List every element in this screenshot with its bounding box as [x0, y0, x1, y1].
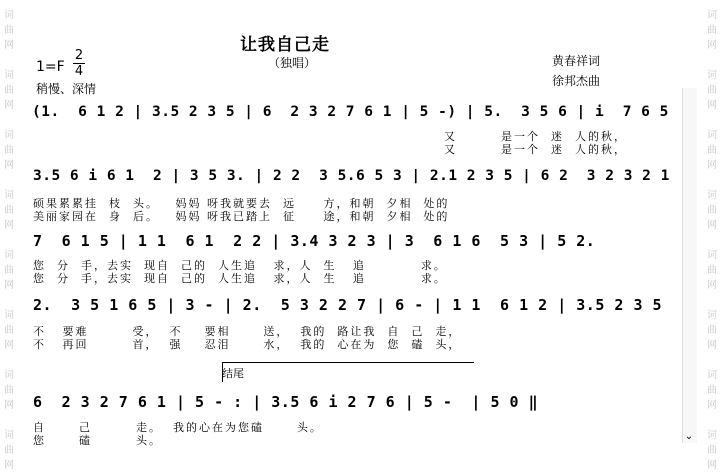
watermark-text: 词曲网: [4, 370, 14, 411]
lyric-row-3-verse-2: 您 分 手，去实 现自 己的 人生追 求，人 生 追 求。: [33, 272, 447, 285]
coda-bracket-line: [222, 362, 474, 363]
coda-label: 结尾: [222, 367, 244, 380]
watermark-text: 词曲网: [4, 310, 14, 351]
watermark-text: 词曲网: [707, 370, 717, 411]
right-watermark: [705, 0, 723, 476]
notation-row-4: 2. 3 5 1 6 5 | 3 - | 2. 5 3 2 2 7 | 6 - | 1 1 6 1 2 | 3.5 2 3 5: [33, 296, 663, 314]
watermark-text: 词曲网: [707, 70, 717, 111]
time-signature-bottom: 4: [74, 64, 84, 79]
watermark-text: 词曲网: [4, 190, 14, 231]
notation-row-5: 6 2 3 2 7 6 1 | 5 - : | 3.5 6 i 2 7 6 | 5 - | 5 0 ‖: [33, 393, 539, 411]
lyric-row-5-verse-1: 自 己 走。 我的心在为您磕 头。: [33, 421, 323, 434]
watermark-text: 词曲网: [4, 430, 14, 471]
notation-row-2: 3.5 6 i 6 1 2 | 3 5 3. | 2 2 3 5.6 5 3 | 2.1 2 3 5 | 6 2 3 2 3 2 1: [33, 168, 670, 184]
watermark-text: 词曲网: [707, 310, 717, 351]
watermark-text: 词曲网: [4, 130, 14, 171]
lyric-row-1-verse-1: 又 是一个 迷 人的秋，: [444, 130, 627, 143]
watermark-text: 词曲网: [707, 10, 717, 51]
time-signature: [73, 48, 85, 79]
lyric-row-4-verse-2: 不 再回 首， 强 忍泪 水， 我的 心在为 您 磕 头，: [33, 338, 462, 351]
notation-row-1: (1. 6 1 2 | 3.5 2 3 5 | 6 2 3 2 7 6 1 | 5 -) | 5. 3 5 6 | i 7 6 5: [32, 104, 669, 120]
lyric-row-1-verse-2: 又 是一个 迷 人的秋，: [444, 143, 627, 156]
watermark-text: 词曲网: [707, 190, 717, 231]
lyric-row-5-verse-2: 您 磕 头。: [33, 434, 162, 447]
lyric-row-3-verse-1: 您 分 手，去实 现自 己的 人生追 求，人 生 追 求。: [33, 259, 447, 272]
watermark-text: 词曲网: [4, 250, 14, 291]
song-title: 让我自己走: [240, 35, 330, 55]
lyric-row-2-verse-1: 硕果累累挂 枝 头。 妈妈 呀我就要去 远 方，和朝 夕相 处的: [33, 197, 450, 210]
watermark-text: 词曲网: [707, 250, 717, 291]
scroll-down-arrow-icon[interactable]: ⌄: [684, 431, 694, 442]
watermark-text: 词曲网: [4, 70, 14, 111]
left-watermark: [0, 0, 22, 476]
lyricist-credit: 黄春祥词: [552, 54, 601, 68]
song-subtitle: （独唱）: [268, 56, 317, 70]
vertical-scrollbar[interactable]: [682, 88, 697, 443]
notation-row-3: 7 6 1 5 | 1 1 6 1 2 2 | 3.4 3 2 3 | 3 6 1 6 5 3 | 5 2.: [33, 232, 596, 250]
composer-credit: 徐邦杰曲: [552, 74, 601, 88]
lyric-row-4-verse-1: 不 要难 受， 不 要相 送， 我的 路让我 自 己 走，: [33, 325, 462, 338]
watermark-text: 词曲网: [707, 430, 717, 471]
tempo-marking: 稍慢、深情: [36, 82, 97, 96]
watermark-text: 词曲网: [707, 130, 717, 171]
key-signature: 1=F: [36, 59, 65, 75]
watermark-text: 词曲网: [4, 10, 14, 51]
lyric-row-2-verse-2: 美丽家园在 身 后。 妈妈 呀我已踏上 征 途，和朝 夕相 处的: [33, 210, 450, 223]
time-signature-top: 2: [74, 48, 84, 63]
